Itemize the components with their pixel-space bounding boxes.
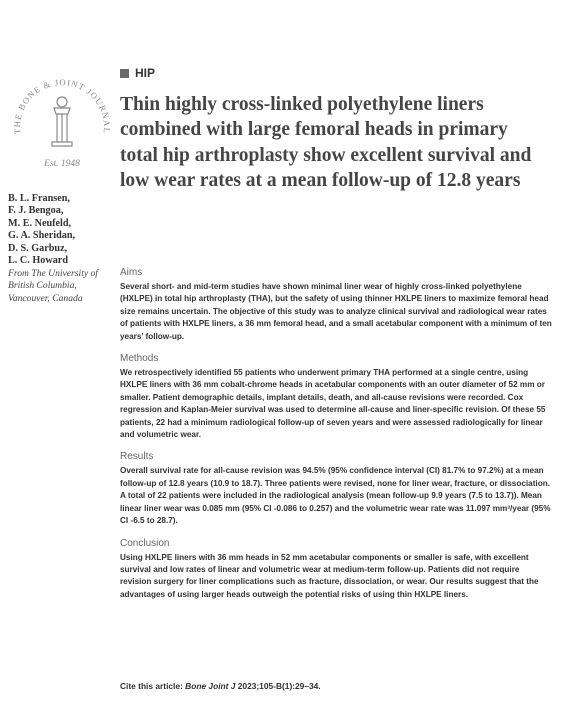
author-list (8, 193, 116, 267)
abstract (120, 267, 552, 611)
results-heading: Results (120, 451, 154, 463)
methods-text: We retrospectively identified 55 patients who underwent primary THA performed at a single centre, using HXLPE liners with 36 mm cobalt-chrome heads in acetabular components with an outer diameter of 52 mm or smaller. Patient demographic details, implant details, death, and all-cause revisions were recorded. Cox regression and Kaplan-Meier survival was used to determine all-cause and liner-specific revision. Of these 55 patients, 22 had a minimum radiological follow-up of seven years and were assessed radiologically for linear and volumetric wear. (120, 368, 546, 440)
section-tag-label: HIP (135, 66, 156, 80)
journal-logo (6, 62, 118, 174)
citation-reference: 2023;105-B(1):29–34. (237, 681, 321, 691)
citation (120, 681, 552, 691)
abstract-results (120, 451, 552, 527)
article-title: Thin highly cross-linked polyethylene liners combined with large femoral heads in primary total hip arthroplasty show excellent survival and low wear rates at a mean follow-up of 12.8 years (120, 94, 532, 192)
logo-arc-text: THE BONE & JOINT JOURNAL (11, 77, 113, 135)
abstract-aims (120, 267, 552, 343)
author-name: M. E. Neufeld, (8, 217, 72, 229)
author-name: G. A. Sheridan, (8, 230, 76, 242)
section-tag (120, 66, 155, 80)
logo-established: Est. 1948 (44, 159, 80, 169)
citation-journal: Bone Joint J (185, 681, 236, 691)
conclusion-text: Using HXLPE liners with 36 mm heads in 52 mm acetabular components or smaller is safe, with excellent survival and low rates of linear and volumetric wear at medium-term follow-up. Patients did not require revision surgery for liner complications such as fracture, dissociation, or wear. Our results suggest that the advantages of using larger heads outweigh the potential risks of using thin HXLPE liners. (120, 552, 539, 599)
author-affiliation: From The University of British Columbia, Vancouver, Canada (8, 268, 98, 304)
conclusion-heading: Conclusion (120, 537, 170, 549)
aims-heading: Aims (120, 267, 143, 278)
author-name: D. S. Garbuz, (8, 242, 68, 254)
abstract-conclusion (120, 538, 552, 602)
abstract-methods (120, 353, 552, 441)
author-name: B. L. Fransen, (8, 193, 70, 204)
author-name: L. C. Howard (8, 255, 68, 267)
citation-label: Cite this article: (120, 681, 183, 691)
results-text: Overall survival rate for all-cause revision was 94.5% (95% confidence interval (CI) 81.7% to 97.2%) at a mean follow-up of 12.8 years (10.9 to 18.7). Three patients were revised, none for liner wear, fracture, or dissociation. A total of 22 patients were included in the radiological analysis (mean follow-up 9.9 years (7.5 to 13.7)). Mean linear liner wear was 0.085 mm (95% CI -0.086 to 0.257) and the volumetric wear rate was 11.097 mm³/year (95% CI -6.5 to 28.7). (120, 466, 551, 526)
methods-heading: Methods (120, 353, 159, 365)
bone-joint-journal-seal-icon (6, 62, 118, 174)
aims-text: Several short- and mid-term studies have shown minimal liner wear of highly cross-linked polyethylene (HXLPE) in total hip arthroplasty (THA), but the safety of using thinner HXLPE liners to maximize femoral head size remains uncertain. The objective of this study was to analyze clinical survival and radiological wear rates of patients with HXLPE liners, a 36 mm femoral head, and a small acetabular component with a minimum of ten years’ follow-up. (120, 282, 552, 341)
author-name: F. J. Bengoa, (8, 205, 64, 217)
section-square-icon (120, 69, 129, 78)
